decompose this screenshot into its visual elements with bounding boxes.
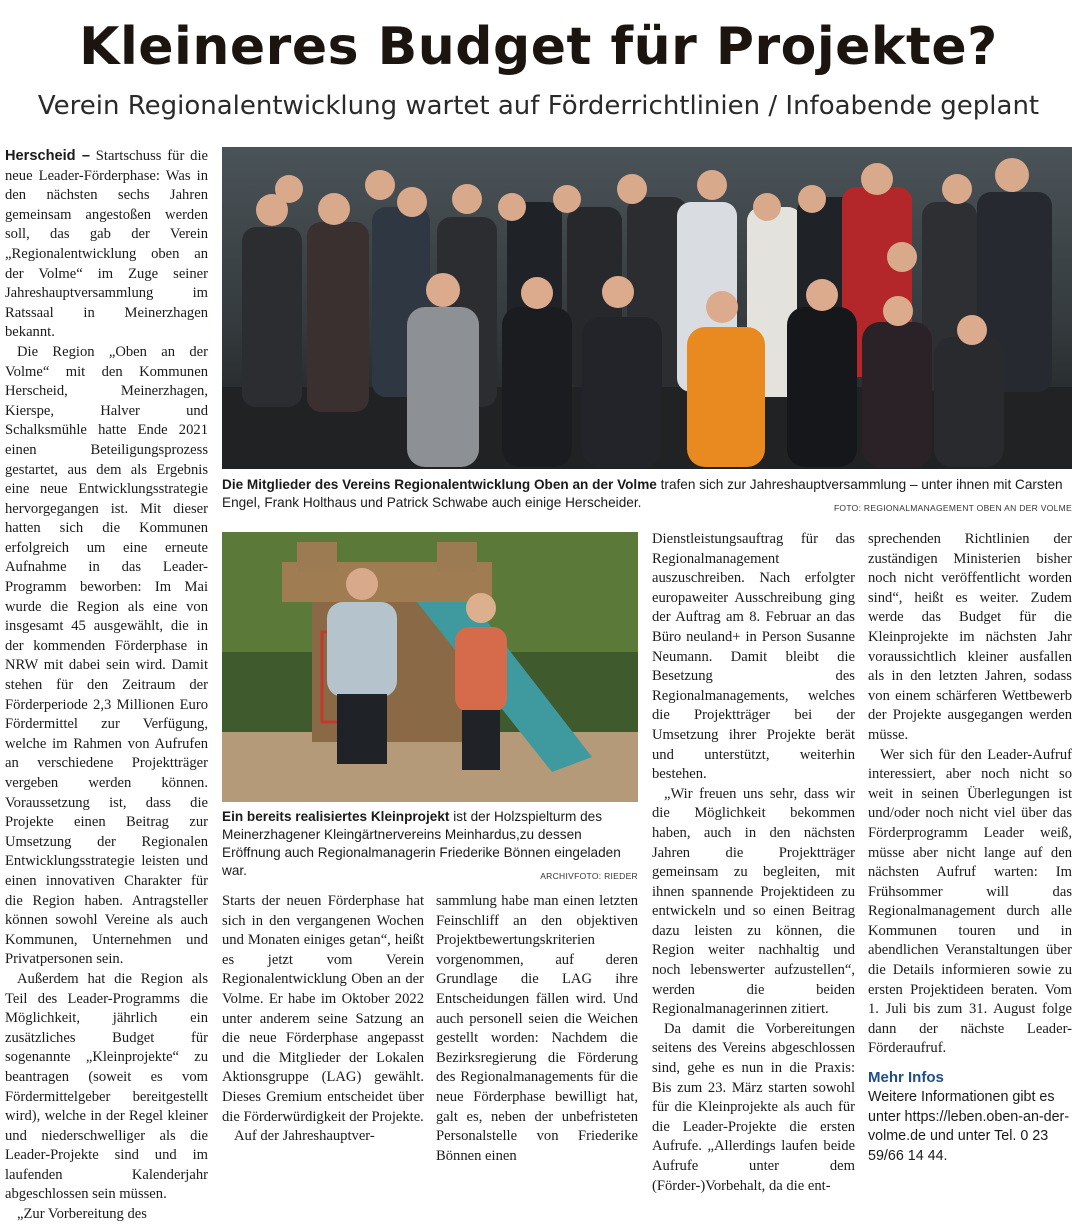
photo-credit: ARCHIVFOTO: RIEDER	[540, 871, 638, 881]
paragraph: Außerdem hat die Region als Teil des Leader-Programms die Möglichkeit, jährlich ein zusätzliches Budget für sogenannte „Kleinprojekte“ zu beantragen (soweit es vom Fördermittelgeber bereitgestellt wird), welche in der Regel kleiner und niederschwelliger als die Leader-Projekte sind und im laufenden Kalenderjahr abgeschlossen sein müssen.	[5, 970, 208, 1203]
paragraph: „Wir freuen uns sehr, dass wir die Möglichkeit bekommen haben, auch in den nächsten Jahren die Projektträger gemeinsam zu begleiten, mit ihnen spannende Projektideen zu entwickeln und so einen Beitrag dazu leisten zu können, die Region weiter nachhaltig und noch lebenswerter aufzustellen“, werden die beiden Regionalmanagerinnen zitiert.	[652, 785, 855, 1018]
paragraph: Dienstleistungsauftrag für das Regionalmanagement auszuschreiben. Nach erfolgter europaweiter Ausschreibung ging der Auftrag am 8. Februar an das Büro neuland+ in Person Susanne Neumann. Damit bleibt die Besetzung des Regionalmanagements, welches die Projektträger bei der Umsetzung ihrer Projekte berät und unterstützt, weiterhin bestehen.	[652, 531, 855, 783]
photo-caption-1	[222, 476, 1072, 517]
paragraph: Wer sich für den Leader-Aufruf interessiert, aber noch nicht so weit in seinen Überlegungen ist und/oder noch nicht viel über das Förderprogramm Leader weiß, müsse aber nicht lange auf den nächsten Aufruf warten: Im Frühsommer will das Regionalmanagement durch alle Kommunen touren und in abendlichen Veranstaltungen über die Details informieren sowie zu ersten Projektideen beraten. Vom 1. Juli bis zum 31. August folge dann der nächste Leader-Förderaufruf.	[868, 746, 1072, 1057]
article-column-2	[222, 892, 424, 1168]
playground-photo	[222, 532, 638, 802]
group-photo	[222, 147, 1072, 469]
article-column-1	[5, 147, 208, 1223]
paragraph: Auf der Jahreshauptver-	[234, 1128, 375, 1145]
paragraph: „Zur Vorbereitung des	[17, 1206, 147, 1223]
caption-lead: Ein bereits realisiertes Kleinprojekt	[222, 809, 450, 824]
dateline: Herscheid –	[5, 148, 90, 164]
paragraph: Startschuss für die neue Leader-Förderphase: Was in den nächsten sechs Jahren gemeinsam angestoßen werden soll, das gab der Verein „Regionalentwicklung oben an der Volme“ im Zuge seiner Jahreshauptversammlung im Ratssaal in Meinerzhagen bekannt.	[5, 148, 208, 341]
info-box-heading: Mehr Infos	[868, 1069, 944, 1086]
paragraph: sprechenden Richtlinien der zuständigen Ministerien bisher noch nicht veröffentlicht worden sind“, heißt es weiter. Zudem werde das Budget für die Kleinprojekte im nächsten Jahr voraussichtlich kleiner ausfallen als in den letzten Jahren, sodass von einem schärferen Wettbewerb der Projekte ausgegangen werden müsse.	[868, 531, 1072, 743]
info-box-text: Weitere Informationen gibt es unter https://leben.oben-an-der-volme.de und unter Tel. 0 23 59/66 14 44.	[868, 1089, 1070, 1164]
paragraph: Starts der neuen Förderphase hat sich in den vergangenen Wochen und Monaten einiges getan“, heißt es jetzt vom Verein Regionalentwicklung Oben an der Volme. Er habe im Oktober 2022 unter anderem seine Satzung an die neue Förderphase angepasst und die Mitglieder der Lokalen Aktionsgruppe (LAG) gewählt. Dieses Gremium entscheidet über die Förderwürdigkeit der Projekte.	[222, 893, 424, 1125]
subheadline: Verein Regionalentwicklung wartet auf Förderrichtlinien / Infoabende geplant	[37, 91, 1040, 121]
group-photo-image	[222, 147, 1072, 469]
paragraph: Da damit die Vorbereitungen seitens des Vereins abgeschlossen sind, gehe es nun in die Praxis: Bis zum 23. März starten sowohl für die Kleinprojekte als auch für die Leader-Projekte die ersten Aufrufe. „Allerdings laufen beide Aufrufe unter dem (Förder-)Vorbehalt, da die ent-	[652, 1020, 855, 1194]
caption-text: trafen sich zur Jahreshauptversammlung – unter ihnen mit Carsten Engel, Frank Holthaus und Patrick Schwabe auch einige Herscheider.	[222, 477, 1063, 510]
caption-lead: Die Mitglieder des Vereins Regionalentwicklung Oben an der Volme	[222, 477, 657, 492]
paragraph: Die Region „Oben an der Volme“ mit den Kommunen Herscheid, Meinerzhagen, Kierspe, Halver und Schalksmühle hatte Ende 2021 einen Beteiligungsprozess gestartet, aus dem als Ergebnis eine neue Entwicklungsstrategie hervorgegangen ist. Mit dieser hatten sich die Kommunen erfolgreich um eine erneute Aufnahme in das Leader-Programm beworben: Im Mai wurde die Region als eine von insgesamt 45 ausgewählt, die in der kommenden Förderphase in NRW mit dabei sein wird. Damit stehen für den Zeitraum der Förderperiode 2,3 Millionen Euro Fördermittel zur Verfügung, welche im Rahmen von Aufrufen an verschiedene Projektträger vergeben werden können. Voraussetzung ist, dass die Projekte einen Beitrag zur Umsetzung der Regionalen Entwicklungsstrategie leisten und einen innovativen Charakter für die Region haben. Antragsteller können sowohl Vereine als auch Kommunen, Unternehmen und Privatpersonen sein.	[5, 343, 208, 968]
article-column-4	[652, 530, 855, 1194]
article-column-3	[436, 892, 638, 1168]
caption-text: ist der Holzspielturm des Meinerzhagener Kleingärtnervereins Meinhardus,zu dessen Eröffnung auch Regionalmanagerin Friederike Bönnen eingeladen war.	[222, 809, 621, 878]
headline: Kleineres Budget für Projekte?	[79, 17, 998, 77]
playground-photo-image	[222, 532, 638, 802]
photo-credit: FOTO: REGIONALMANAGEMENT OBEN AN DER VOLME	[833, 503, 1072, 513]
paragraph: sammlung habe man einen letzten Feinschliff an den objektiven Projektbewertungskriterien vorgenommen, auf deren Grundlage die LAG ihre Entscheidungen fällen wird. Und auch personell seien die Weichen gestellt worden: Nachdem die Bezirksregierung die Förderung des Regionalmanagements für die neue Förderphase bewilligt hat, galt es, neben der unbefristeten Personalstelle von Friederike Bönnen einen	[436, 893, 638, 1164]
photo-caption-2	[222, 808, 638, 885]
article-column-5	[868, 530, 1072, 1060]
